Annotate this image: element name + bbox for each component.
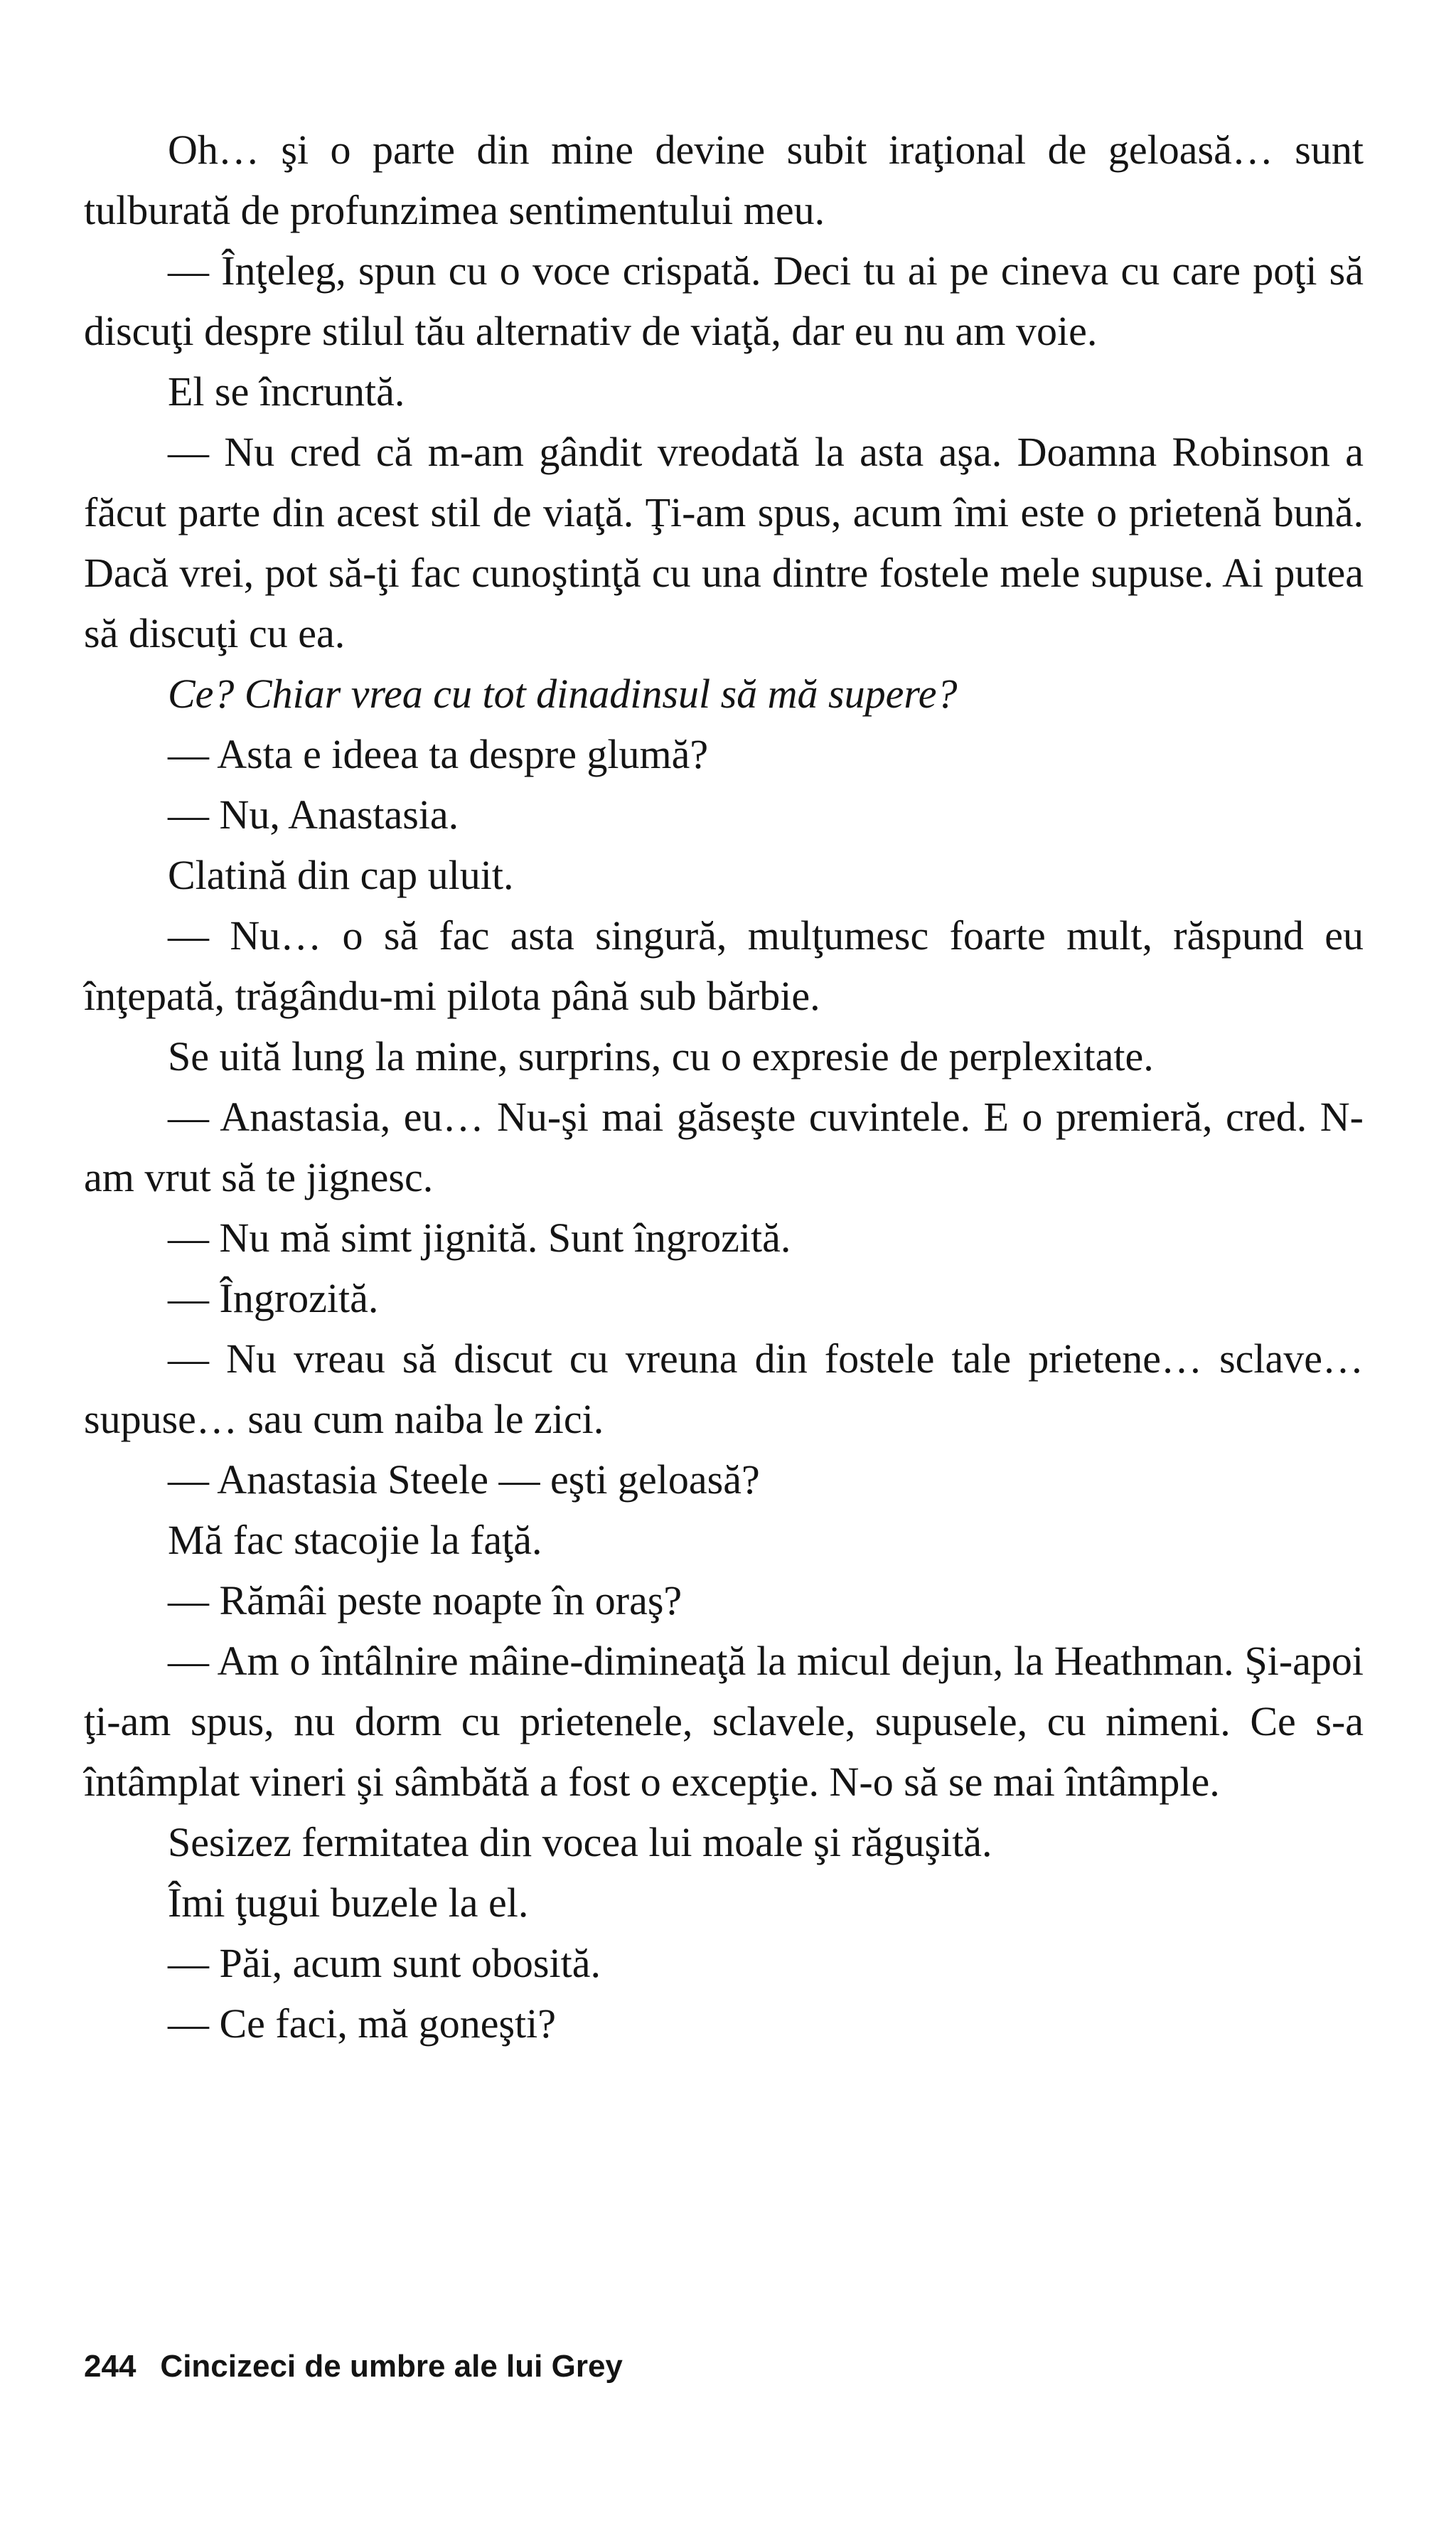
- paragraph-11: — Anastasia, eu… Nu-şi mai găseşte cuvintele. E o premieră, cred. N-am vrut să te jignesc.: [84, 1094, 1364, 1200]
- running-title: Cincizeci de umbre ale lui Grey: [160, 2349, 623, 2384]
- paragraph-4: — Nu cred că m-am gândit vreodată la asta aşa. Doamna Robinson a făcut parte din acest stil de viaţă. Ţi-am spus, acum îmi este o prietenă bună. Dacă vrei, pot să-ţi fac cunoştinţă cu una dintre fostele mele supuse. Ai putea să discuţi cu ea.: [84, 429, 1364, 656]
- paragraph-18: — Am o întâlnire mâine-dimineaţă la micul dejun, la Heathman. Şi-apoi ţi-am spus, nu dorm cu prietenele, sclavele, supusele, cu nimeni. Ce s-a întâmplat vineri şi sâmbătă a fost o excepţie. N-o să se mai întâmple.: [84, 1638, 1364, 1805]
- paragraph-13: — Îngrozită.: [168, 1275, 379, 1321]
- body-text: [84, 119, 1364, 2054]
- paragraph-10: Se uită lung la mine, surprins, cu o expresie de perplexitate.: [168, 1033, 1154, 1079]
- page-number: 244: [84, 2349, 136, 2384]
- paragraph-1: Oh… şi o parte din mine devine subit iraţional de geloasă… sunt tulburată de profunzimea sentimentului meu.: [84, 127, 1364, 233]
- paragraph-22: — Ce faci, mă goneşti?: [168, 2000, 556, 2047]
- paragraph-15: — Anastasia Steele — eşti geloasă?: [168, 1456, 760, 1503]
- paragraph-9: — Nu… o să fac asta singură, mulţumesc foarte mult, răspund eu înţepată, trăgându-mi pilota până sub bărbie.: [84, 912, 1364, 1019]
- paragraph-20: Îmi ţugui buzele la el.: [168, 1879, 529, 1926]
- page-footer: [84, 2345, 623, 2388]
- paragraph-6: — Asta e ideea ta despre glumă?: [168, 731, 709, 777]
- paragraph-2: — Înţeleg, spun cu o voce crispată. Deci tu ai pe cineva cu care poţi să discuţi despre stilul tău alternativ de viaţă, dar eu nu am voie.: [84, 247, 1364, 354]
- paragraph-17: — Rămâi peste noapte în oraş?: [168, 1577, 682, 1623]
- paragraph-3: El se încruntă.: [168, 368, 405, 415]
- paragraph-16: Mă fac stacojie la faţă.: [168, 1517, 542, 1563]
- paragraph-7: — Nu, Anastasia.: [168, 791, 459, 838]
- paragraph-19: Sesizez fermitatea din vocea lui moale şi răguşită.: [168, 1819, 992, 1865]
- paragraph-5-italic-thought: Ce? Chiar vrea cu tot dinadinsul să mă supere?: [168, 671, 958, 717]
- paragraph-12: — Nu mă simt jignită. Sunt îngrozită.: [168, 1215, 791, 1261]
- paragraph-8: Clatină din cap uluit.: [168, 852, 514, 898]
- paragraph-14: — Nu vreau să discut cu vreuna din fostele tale prietene… sclave… supuse… sau cum naiba le zici.: [84, 1335, 1364, 1442]
- paragraph-21: — Păi, acum sunt obosită.: [168, 1940, 601, 1986]
